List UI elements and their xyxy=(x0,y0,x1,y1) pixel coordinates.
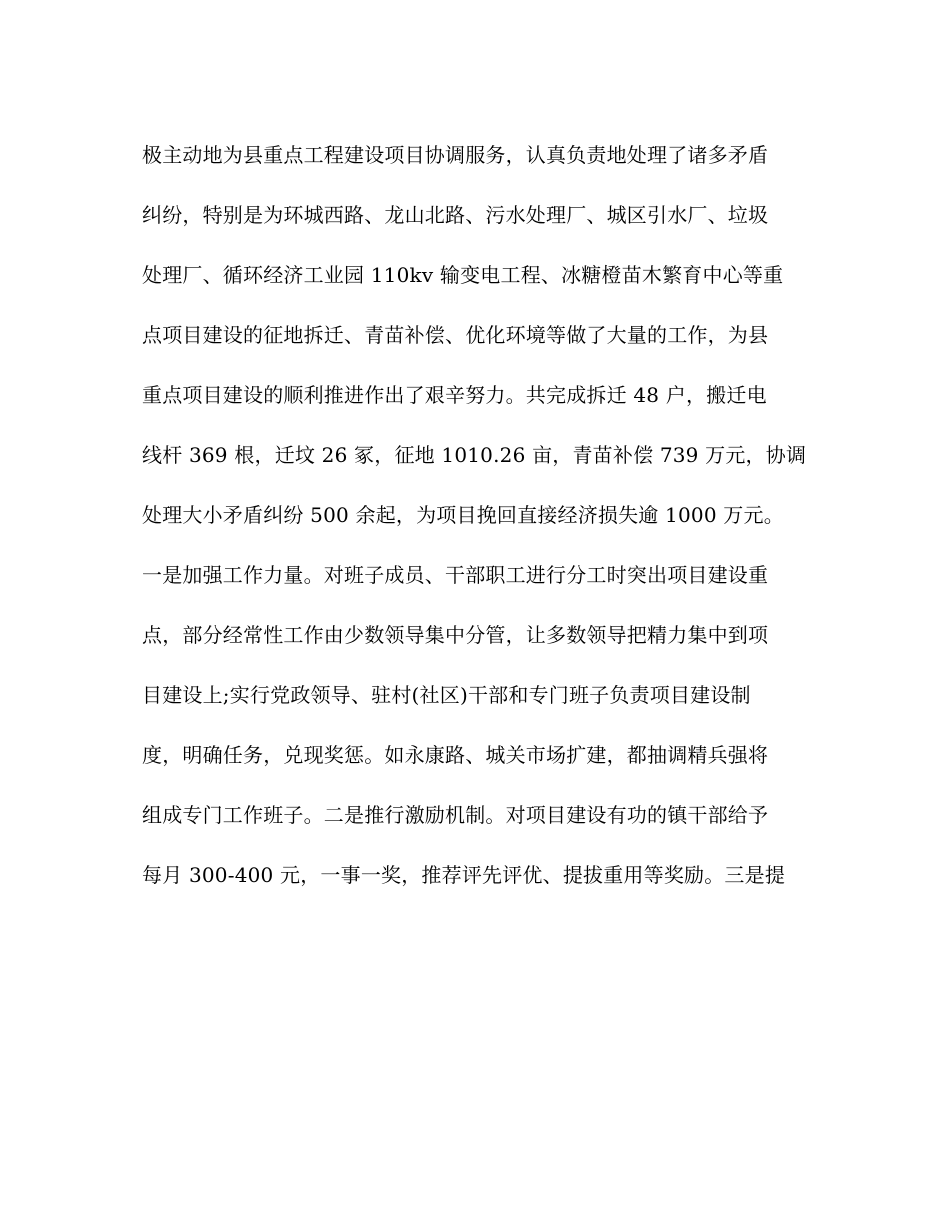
text-line: 极主动地为县重点工程建设项目协调服务，认真负责地处理了诸多矛盾 xyxy=(142,143,769,167)
text-line: 点，部分经常性工作由少数领导集中分管，让多数领导把精力集中到项 xyxy=(142,623,769,647)
text-line: 重点项目建设的顺利推进作出了艰辛努力。共完成拆迁 48 户，搬迁电 xyxy=(142,383,767,407)
text-line: 一是加强工作力量。对班子成员、干部职工进行分工时突出项目建设重 xyxy=(142,563,769,587)
text-line: 点项目建设的征地拆迁、青苗补偿、优化环境等做了大量的工作，为县 xyxy=(142,323,769,347)
text-line: 处理大小矛盾纠纷 500 余起，为项目挽回直接经济损失逾 1000 万元。 xyxy=(142,503,784,527)
text-line: 每月 300-400 元，一事一奖，推荐评先评优、提拔重用等奖励。三是提 xyxy=(142,863,786,887)
text-line: 处理厂、循环经济工业园 110kv 输变电工程、冰糖橙苗木繁育中心等重 xyxy=(142,263,784,287)
text-line: 组成专门工作班子。二是推行激励机制。对项目建设有功的镇干部给予 xyxy=(142,803,769,827)
text-line: 目建设上;实行党政领导、驻村(社区)干部和专门班子负责项目建设制 xyxy=(142,683,751,707)
text-line: 度，明确任务，兑现奖惩。如永康路、城关市场扩建，都抽调精兵强将 xyxy=(142,743,769,767)
text-line: 纠纷，特别是为环城西路、龙山北路、污水处理厂、城区引水厂、垃圾 xyxy=(142,203,769,227)
body-text xyxy=(142,131,822,911)
text-line: 线杆 369 根，迁坟 26 冢，征地 1010.26 亩，青苗补偿 739 万元，协调 xyxy=(142,443,807,467)
